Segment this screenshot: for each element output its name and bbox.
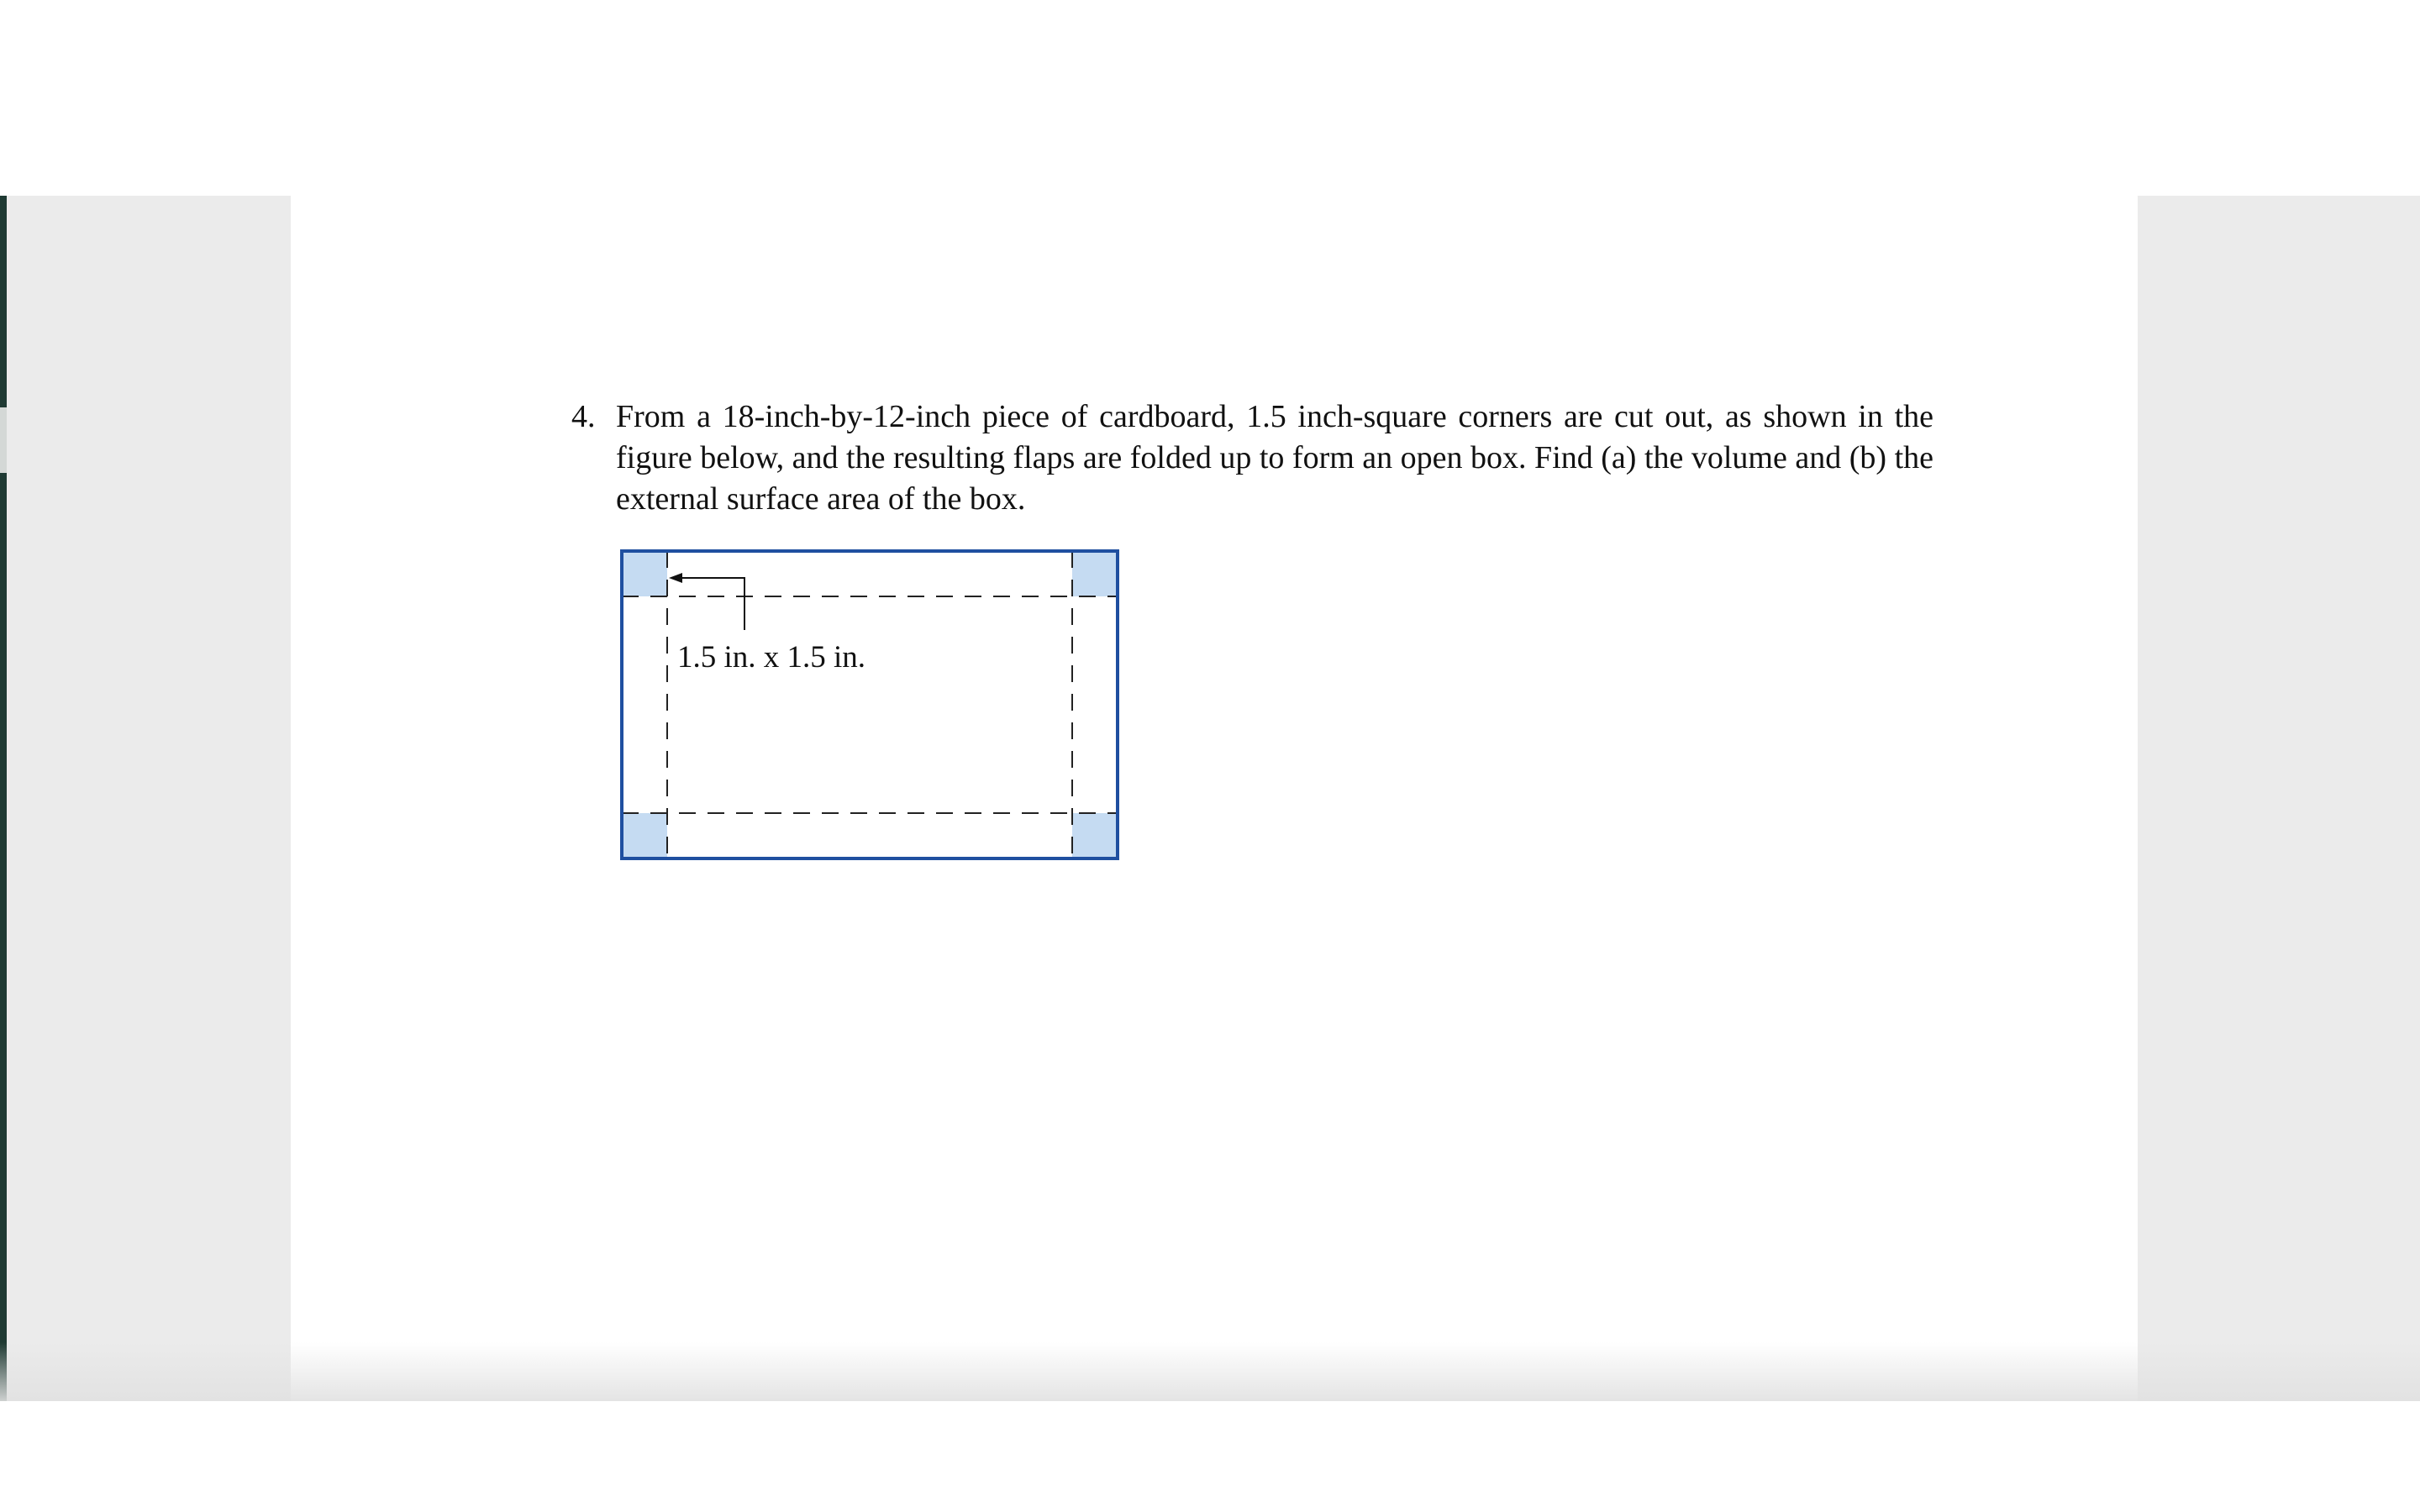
left-rail-handle[interactable]: [0, 407, 7, 473]
cardboard-outline: [622, 551, 1118, 858]
fold-lines: [622, 551, 1118, 858]
corner-square-top-right: [1072, 551, 1118, 596]
problem-text: From a 18-inch-by-12-inch piece of cardboard, 1.5 inch-square corners are cut out, as shown in the figure below, and the resulting flaps are folded up to form an open box. Find (a) the volume and (b) the external surface area of the box.: [616, 399, 1933, 517]
problem-number: 4.: [571, 399, 596, 434]
corner-square-bottom-left: [622, 813, 667, 858]
arrowhead-icon: [669, 573, 682, 583]
cardboard-figure: [613, 544, 1126, 872]
document-page: [291, 196, 2138, 1401]
corner-size-label: 1.5 in. x 1.5 in.: [677, 640, 866, 675]
label-leader-line: [681, 578, 744, 630]
corner-square-bottom-right: [1072, 813, 1118, 858]
corner-square-top-left: [622, 551, 667, 596]
left-side-rail: [0, 196, 7, 1401]
